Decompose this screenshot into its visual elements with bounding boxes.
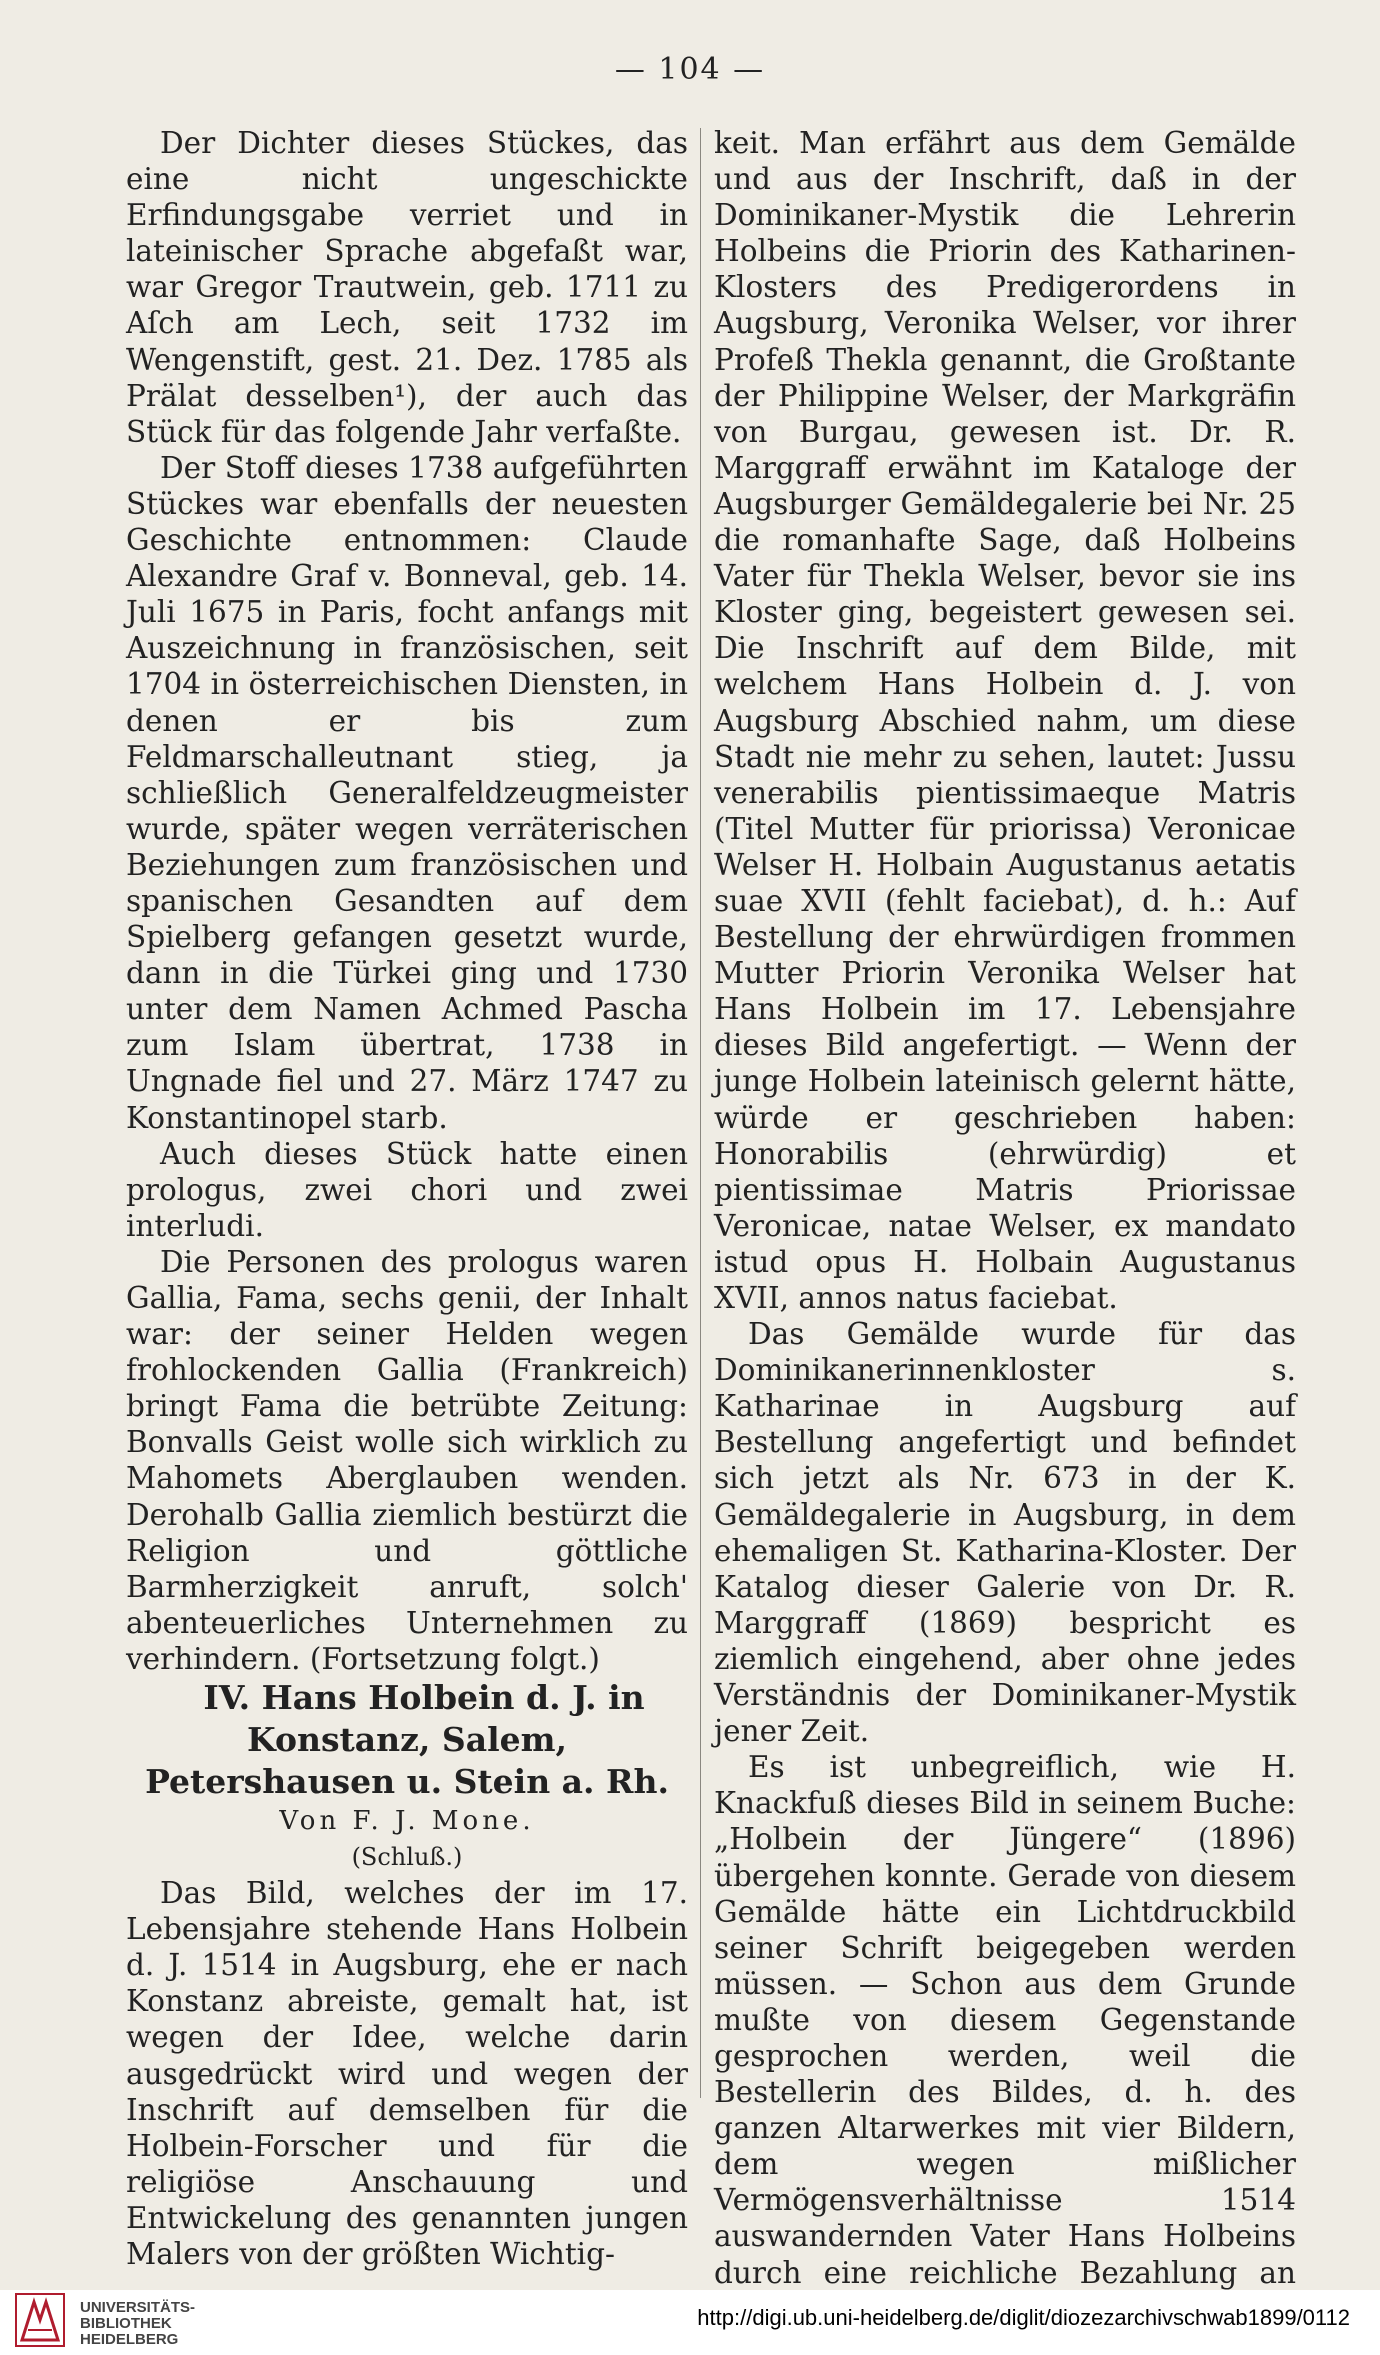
paragraph: Das Bild, welches der im 17. Lebensjahre stehende Hans Holbein d. J. 1514 in Augsburg, ehe er nach Konstanz abreiste, gemalt hat, ist wegen der Idee, welche darin ausgedrückt wird und wegen der Inschrift auf demselben für die Holbein-Forscher und für die religiöse Anschauung und Entwickelung des genannten jungen Malers von der größten Wichtig- xyxy=(126,1876,688,2271)
paragraph: Der Stoff dieses 1738 aufgeführten Stückes war ebenfalls der neuesten Geschichte entnommen: Claude Alexandre Graf v. Bonneval, geb. 14. Juli 1675 in Paris, focht anfangs mit Auszeichnung in französischen, seit 1704 in österreichischen Diensten, in denen er bis zum Feldmarschalleutnant stieg, ja schließlich Generalfeldzeugmeister wurde, später wegen verräterischen Beziehungen zum französischen und spanischen Gesandten auf dem Spielberg gefangen gesetzt wurde, dann in die Türkei ging und 1730 unter dem Namen Achmed Pascha zum Islam übertrat, 1738 in Ungnade fiel und 27. März 1747 zu Konstantinopel starb. xyxy=(126,450,688,1135)
page-number: — 104 — xyxy=(614,52,766,87)
left-column xyxy=(126,125,688,2290)
paragraph: Auch dieses Stück hatte einen prologus, zwei chori und zwei interludi. xyxy=(126,1136,688,1243)
paragraph: Der Dichter dieses Stückes, das eine nicht ungeschickte Erfindungsgabe verriet und in lateinischer Sprache abgefaßt war, war Gregor Trautwein, geb. 1711 zu Aſch am Lech, seit 1732 im Wengenstift, gest. 21. Dez. 1785 als Prälat desselben¹), der auch das Stück für das folgende Jahr verfaßte. xyxy=(126,126,688,449)
paragraph: keit. Man erfährt aus dem Gemälde und aus der Inschrift, daß in der Dominikaner-Mystik die Lehrerin Holbeins die Priorin des Katharinen-Klosters des Predigerordens in Augsburg, Veronika Welser, vor ihrer Profeß Thekla genannt, die Großtante der Philippine Welser, der Markgräfin von Burgau, gewesen ist. Dr. R. Marggraff erwähnt im Kataloge der Augsburger Gemäldegalerie bei Nr. 25 die romanhafte Sage, daß Holbeins Vater für Thekla Welser, bevor sie ins Kloster ging, begeistert gewesen sei. Die Inschrift auf dem Bilde, mit welchem Hans Holbein d. J. von Augsburg Abschied nahm, um diese Stadt nie mehr zu sehen, lautet: Jussu venerabilis pientissimaeque Matris (Titel Mutter für priorissa) Veronicae Welser H. Holbain Augustanus aetatis suae XVII (fehlt faciebat), d. h.: Auf Bestellung der ehrwürdigen frommen Mutter Priorin Veronika Welser hat Hans Holbein im 17. Lebensjahre dieses Bild angefertigt. — Wenn der junge Holbein lateinisch gelernt hätte, würde er geschrieben haben: Honorabilis (ehrwürdig) et pientissimae Matris Priorissae Veronicae, natae Welser, ex mandato istud opus H. Holbain Augustanus XVII, annos natus faciebat. xyxy=(714,126,1296,1315)
section-heading: IV. Hans Holbein d. J. in Konstanz, Salem, Petershausen u. Stein a. Rh. xyxy=(145,1678,669,1802)
university-seal-icon xyxy=(14,2290,66,2350)
paragraph: Die Personen des prologus waren Gallia, Fama, sechs genii, der Inhalt war: der seiner Helden wegen frohlockenden Gallia (Frankreich) bringt Fama die betrübte Zeitung: Bonvalls Geist wolle sich wirklich zu Mahomets Aberglauben wenden. Derohalb Gallia ziemlich bestürzt die Religion und göttliche Barmherzigkeit anruft, solch' abenteuerliches Unternehmen zu verhindern. (Fortsetzung folgt.) xyxy=(126,1244,688,1676)
column-divider xyxy=(700,128,701,2098)
paragraph: Es ist unbegreiflich, wie H. Knackfuß dieses Bild in seinem Buche: „Holbein der Jüngere“ (1896) übergehen konnte. Gerade von diesem Gemälde hätte ein Lichtdruckbild seiner Schrift beigegeben werden müssen. — Schon aus dem Grunde mußte von diesem Gegenstande gesprochen werden, weil die Bestellerin des Bildes, d. h. des ganzen Altarwerkes mit vier Bildern, dem wegen mißlicher Vermögensverhältnisse 1514 auswandernden Vater Hans Holbeins durch eine reichliche Bezahlung an xyxy=(714,1750,1296,2290)
conclusion-note: (Schluß.) xyxy=(351,1843,463,1872)
paragraph: Das Gemälde wurde für das Dominikanerinnenkloster s. Katharinae in Augsburg auf Bestellung angefertigt und befindet sich jetzt als Nr. 673 in der K. Gemäldegalerie in Augsburg, in dem ehemaligen St. Katharina-Kloster. Der Katalog dieser Galerie von Dr. R. Marggraff (1869) bespricht es ziemlich eingehend, aber ohne jedes Verständnis der Dominikaner-Mystik jener Zeit. xyxy=(714,1317,1296,1749)
right-column xyxy=(714,125,1296,2290)
source-url-link[interactable]: http://digi.ub.uni-heidelberg.de/diglit/diozezarchivschwab1899/0112 xyxy=(697,2305,1350,2330)
author-byline: Von F. J. Mone. xyxy=(279,1806,535,1837)
library-name: UNIVERSITÄTS- BIBLIOTHEK HEIDELBERG xyxy=(80,2299,196,2348)
